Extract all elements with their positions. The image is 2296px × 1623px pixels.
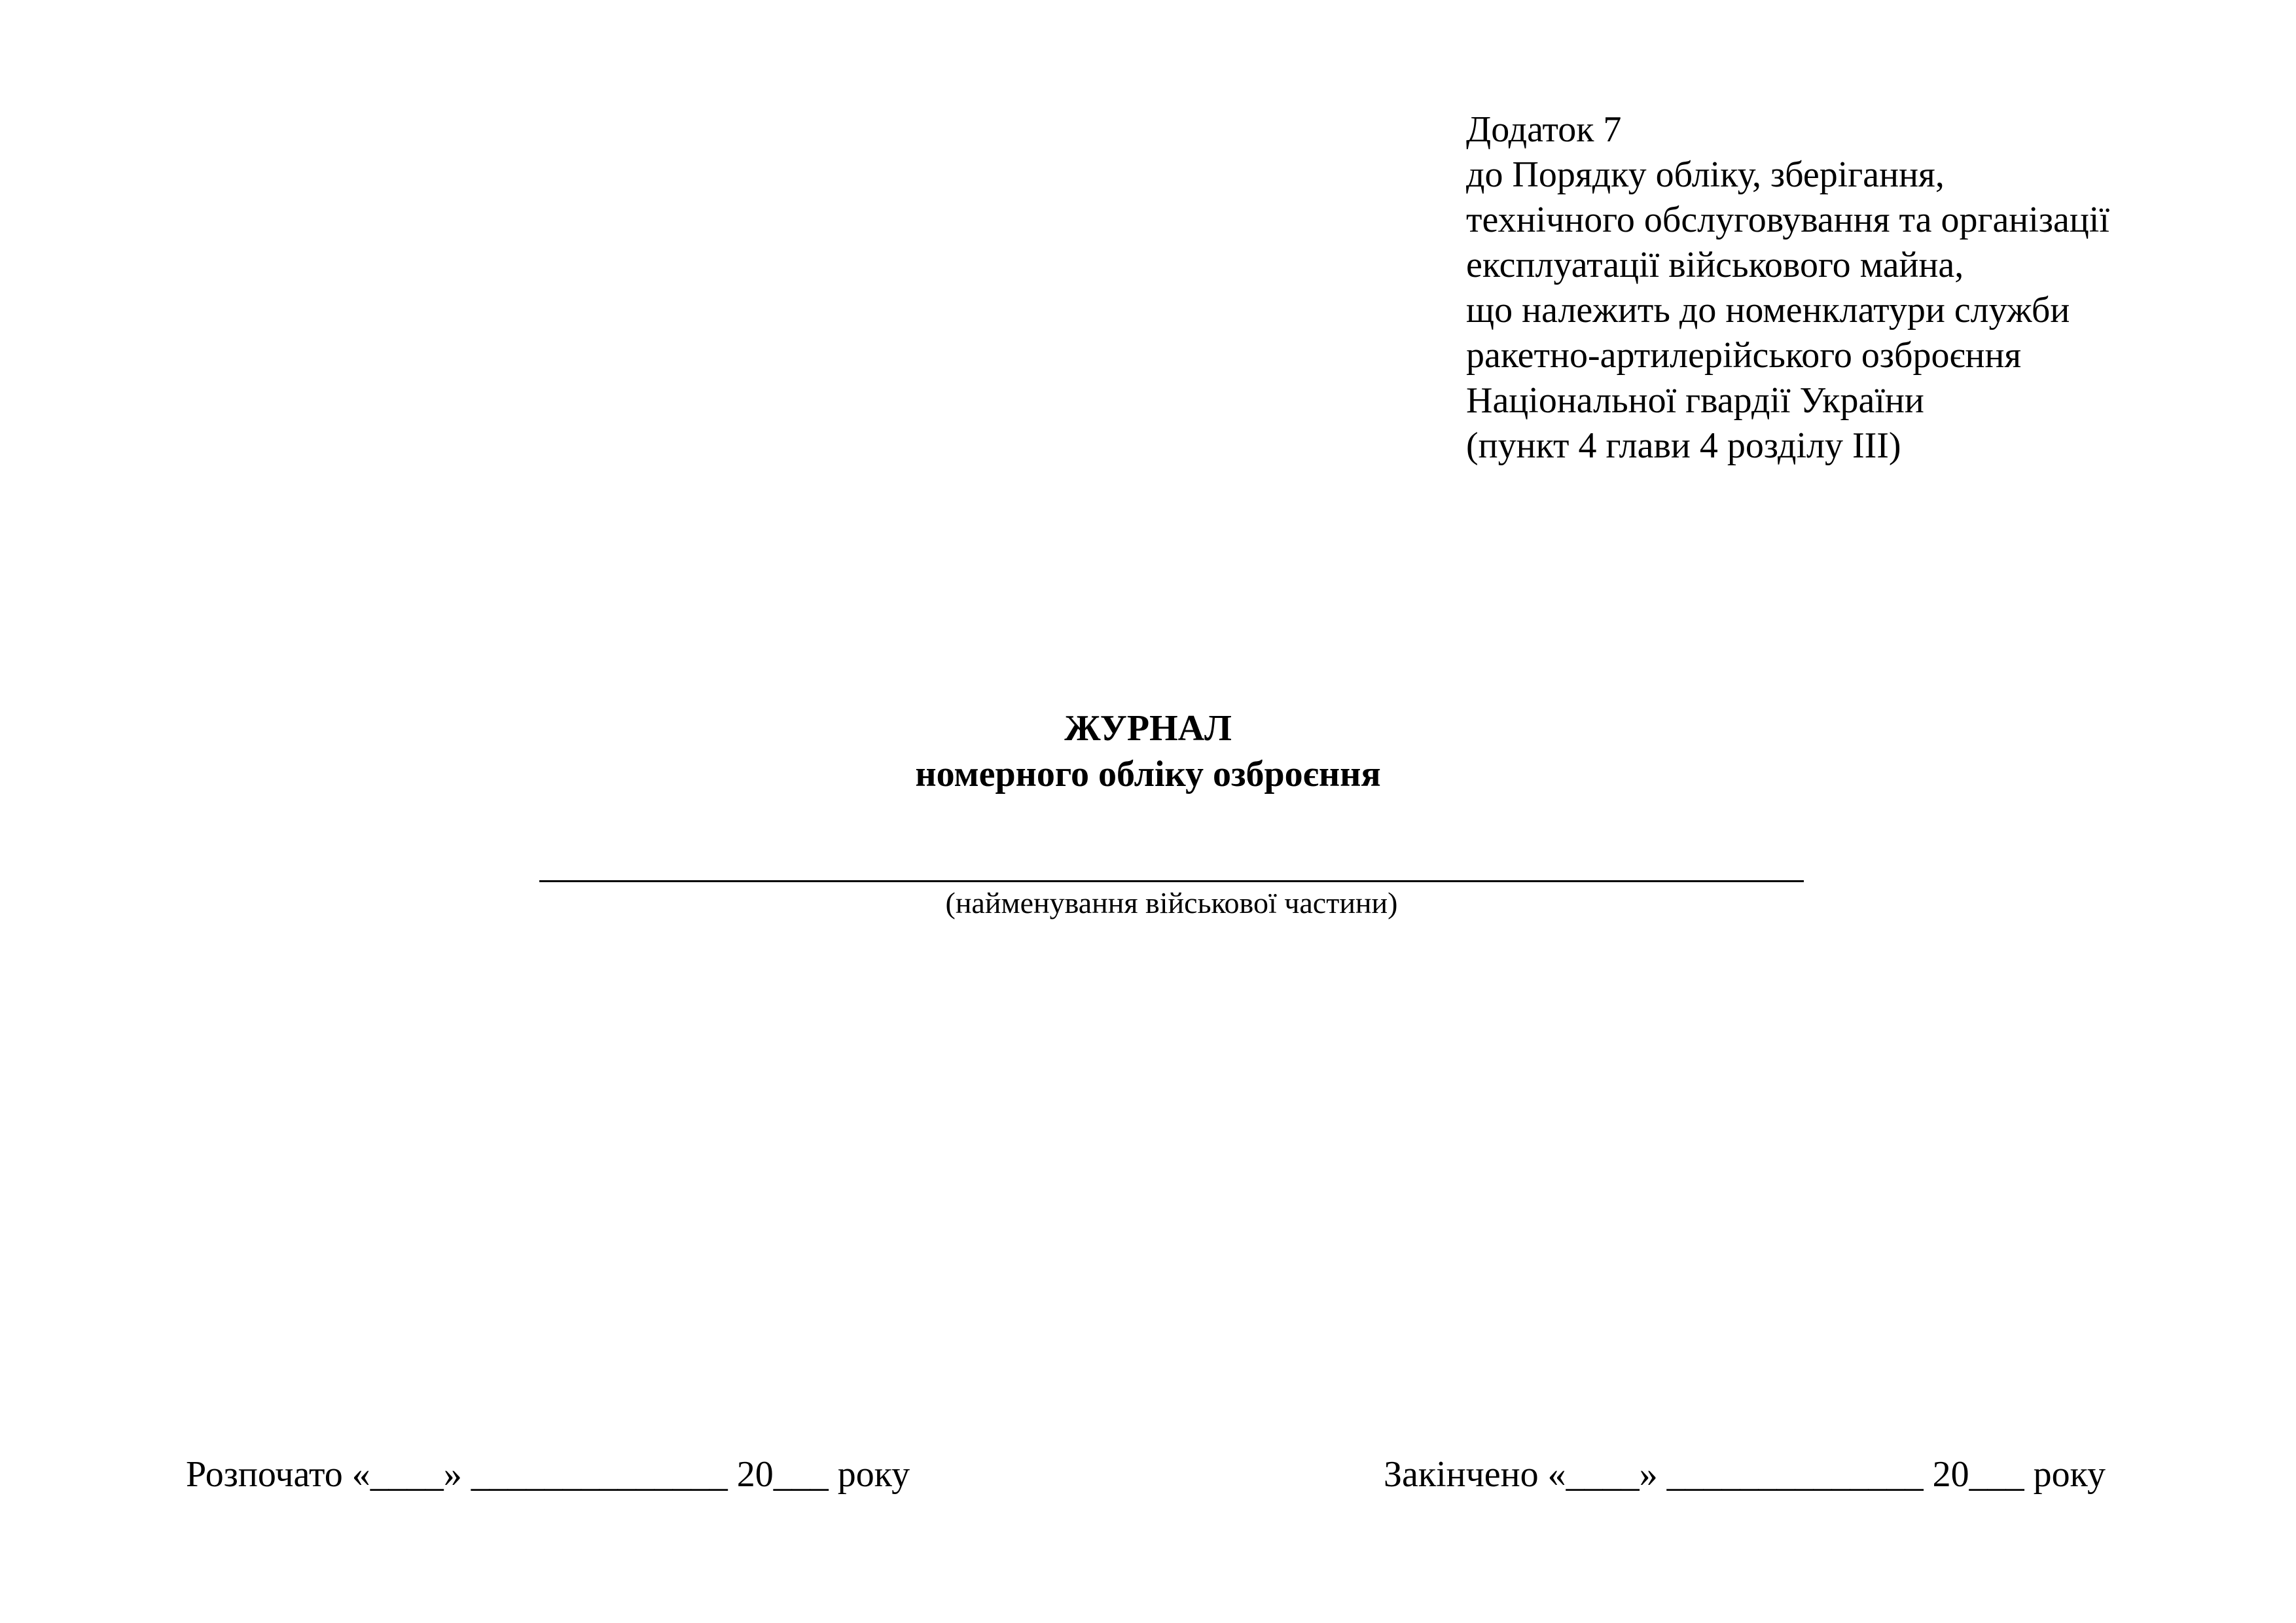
journal-subtitle: номерного обліку озброєння [915, 754, 1381, 794]
finished-date: Закінчено «____» ______________ 20___ року [1384, 1454, 2106, 1495]
appendix-line: до Порядку обліку, зберігання, [1466, 154, 1945, 195]
appendix-line: ракетно-артилерійського озброєння [1466, 335, 2022, 376]
military-unit-caption: (найменування військової частини) [945, 886, 1398, 919]
appendix-line: (пункт 4 глави 4 розділу ІІІ) [1466, 425, 1901, 466]
started-date: Розпочато «____» ______________ 20___ року [186, 1454, 910, 1495]
appendix-reference [1466, 107, 2251, 469]
appendix-line: Національної гвардії України [1466, 380, 1924, 421]
military-unit-blank-line[interactable] [539, 825, 1804, 882]
journal-title-block [0, 705, 2296, 797]
appendix-line: Додаток 7 [1466, 109, 1622, 150]
appendix-line: що належить до номенклатури служби [1466, 290, 2070, 330]
appendix-line: технічного обслуговування та організації [1466, 200, 2109, 240]
appendix-line: експлуатації військового майна, [1466, 245, 1964, 285]
journal-title: ЖУРНАЛ [1064, 708, 1232, 749]
military-unit-field [539, 825, 1804, 923]
